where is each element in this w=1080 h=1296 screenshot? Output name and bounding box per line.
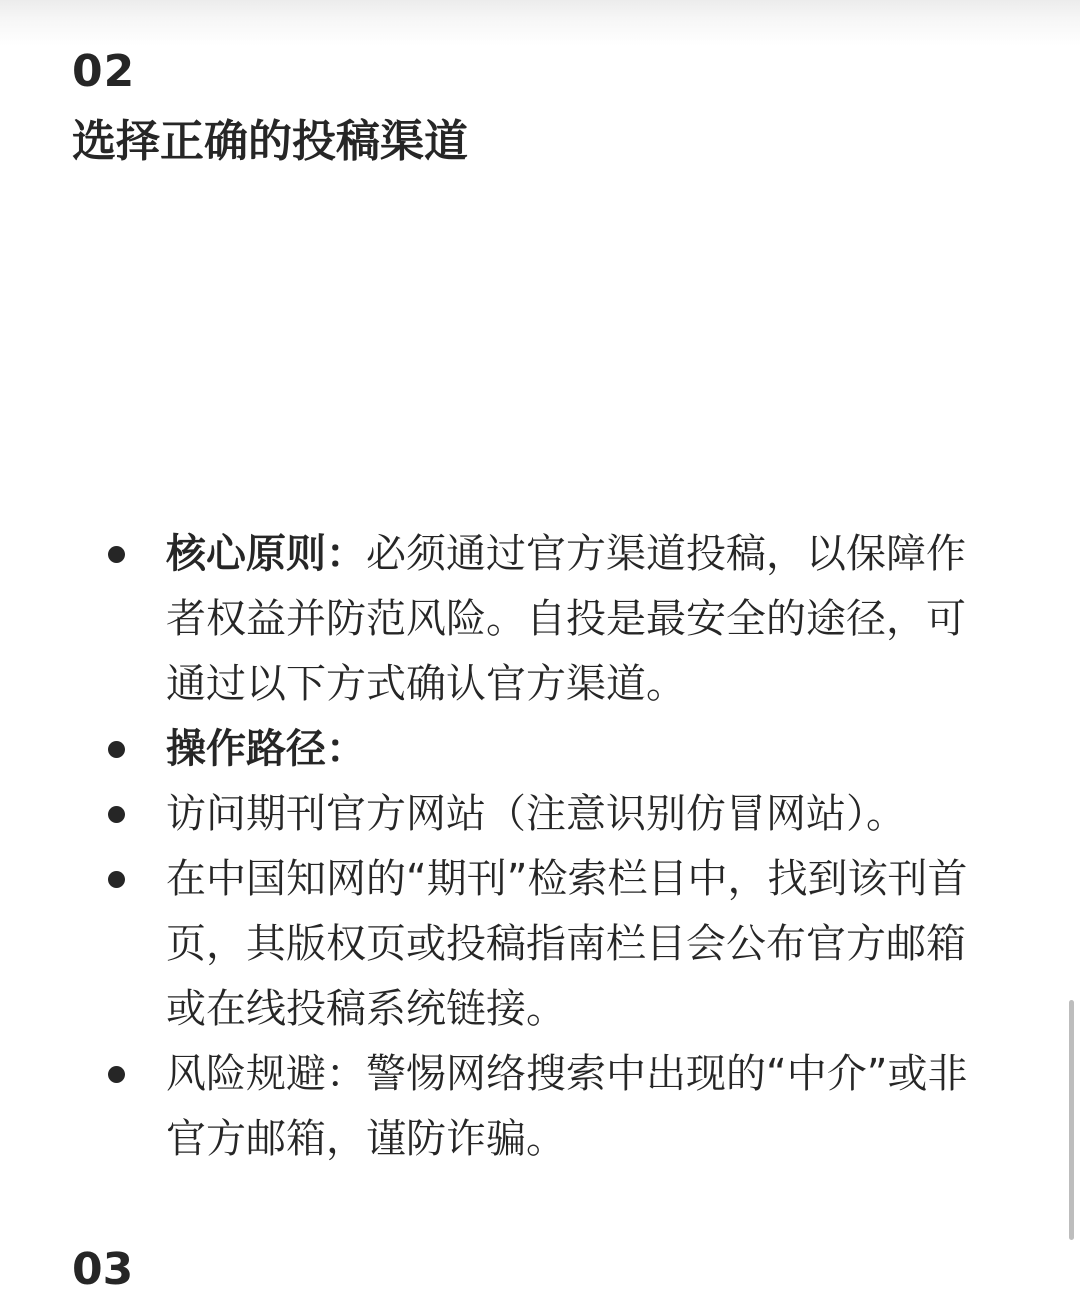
- bullet-dot-icon: [108, 806, 125, 823]
- next-section-number: 03: [72, 1244, 134, 1295]
- list-item-text: [166, 522, 986, 717]
- list-item-text: [166, 782, 986, 847]
- bold-lead: 核心原则：: [166, 531, 366, 577]
- section-title: 选择正确的投稿渠道: [72, 116, 468, 167]
- list-item: [108, 522, 1008, 717]
- list-item-body: 访问期刊官方网站（注意识别仿冒网站）。: [166, 791, 906, 837]
- bullet-dot-icon: [108, 546, 125, 563]
- list-item-body: 风险规避：警惕网络搜索中出现的“中介”或非官方邮箱，谨防诈骗。: [166, 1051, 968, 1162]
- list-item: [108, 717, 1008, 782]
- list-item: [108, 782, 1008, 847]
- list-item-text: [166, 847, 986, 1042]
- top-fade: [0, 0, 1080, 46]
- bullet-dot-icon: [108, 871, 125, 888]
- section-number: 02: [72, 46, 136, 97]
- list-item-body: 在中国知网的“期刊”检索栏目中，找到该刊首页，其版权页或投稿指南栏目会公布官方邮箱或在线投稿系统链接。: [166, 856, 968, 1032]
- bullet-list: [108, 522, 1008, 1172]
- list-item-body: 必须通过官方渠道投稿，以保障作者权益并防范风险。自投是最安全的途径，可通过以下方式确认官方渠道。: [166, 531, 966, 707]
- list-item: [108, 1042, 1008, 1172]
- list-item-text: [166, 717, 986, 782]
- bold-lead: 操作路径：: [166, 726, 366, 772]
- bullet-dot-icon: [108, 741, 125, 758]
- scrollbar[interactable]: [1069, 1000, 1074, 1240]
- list-item-text: [166, 1042, 986, 1172]
- bullet-dot-icon: [108, 1066, 125, 1083]
- list-item: [108, 847, 1008, 1042]
